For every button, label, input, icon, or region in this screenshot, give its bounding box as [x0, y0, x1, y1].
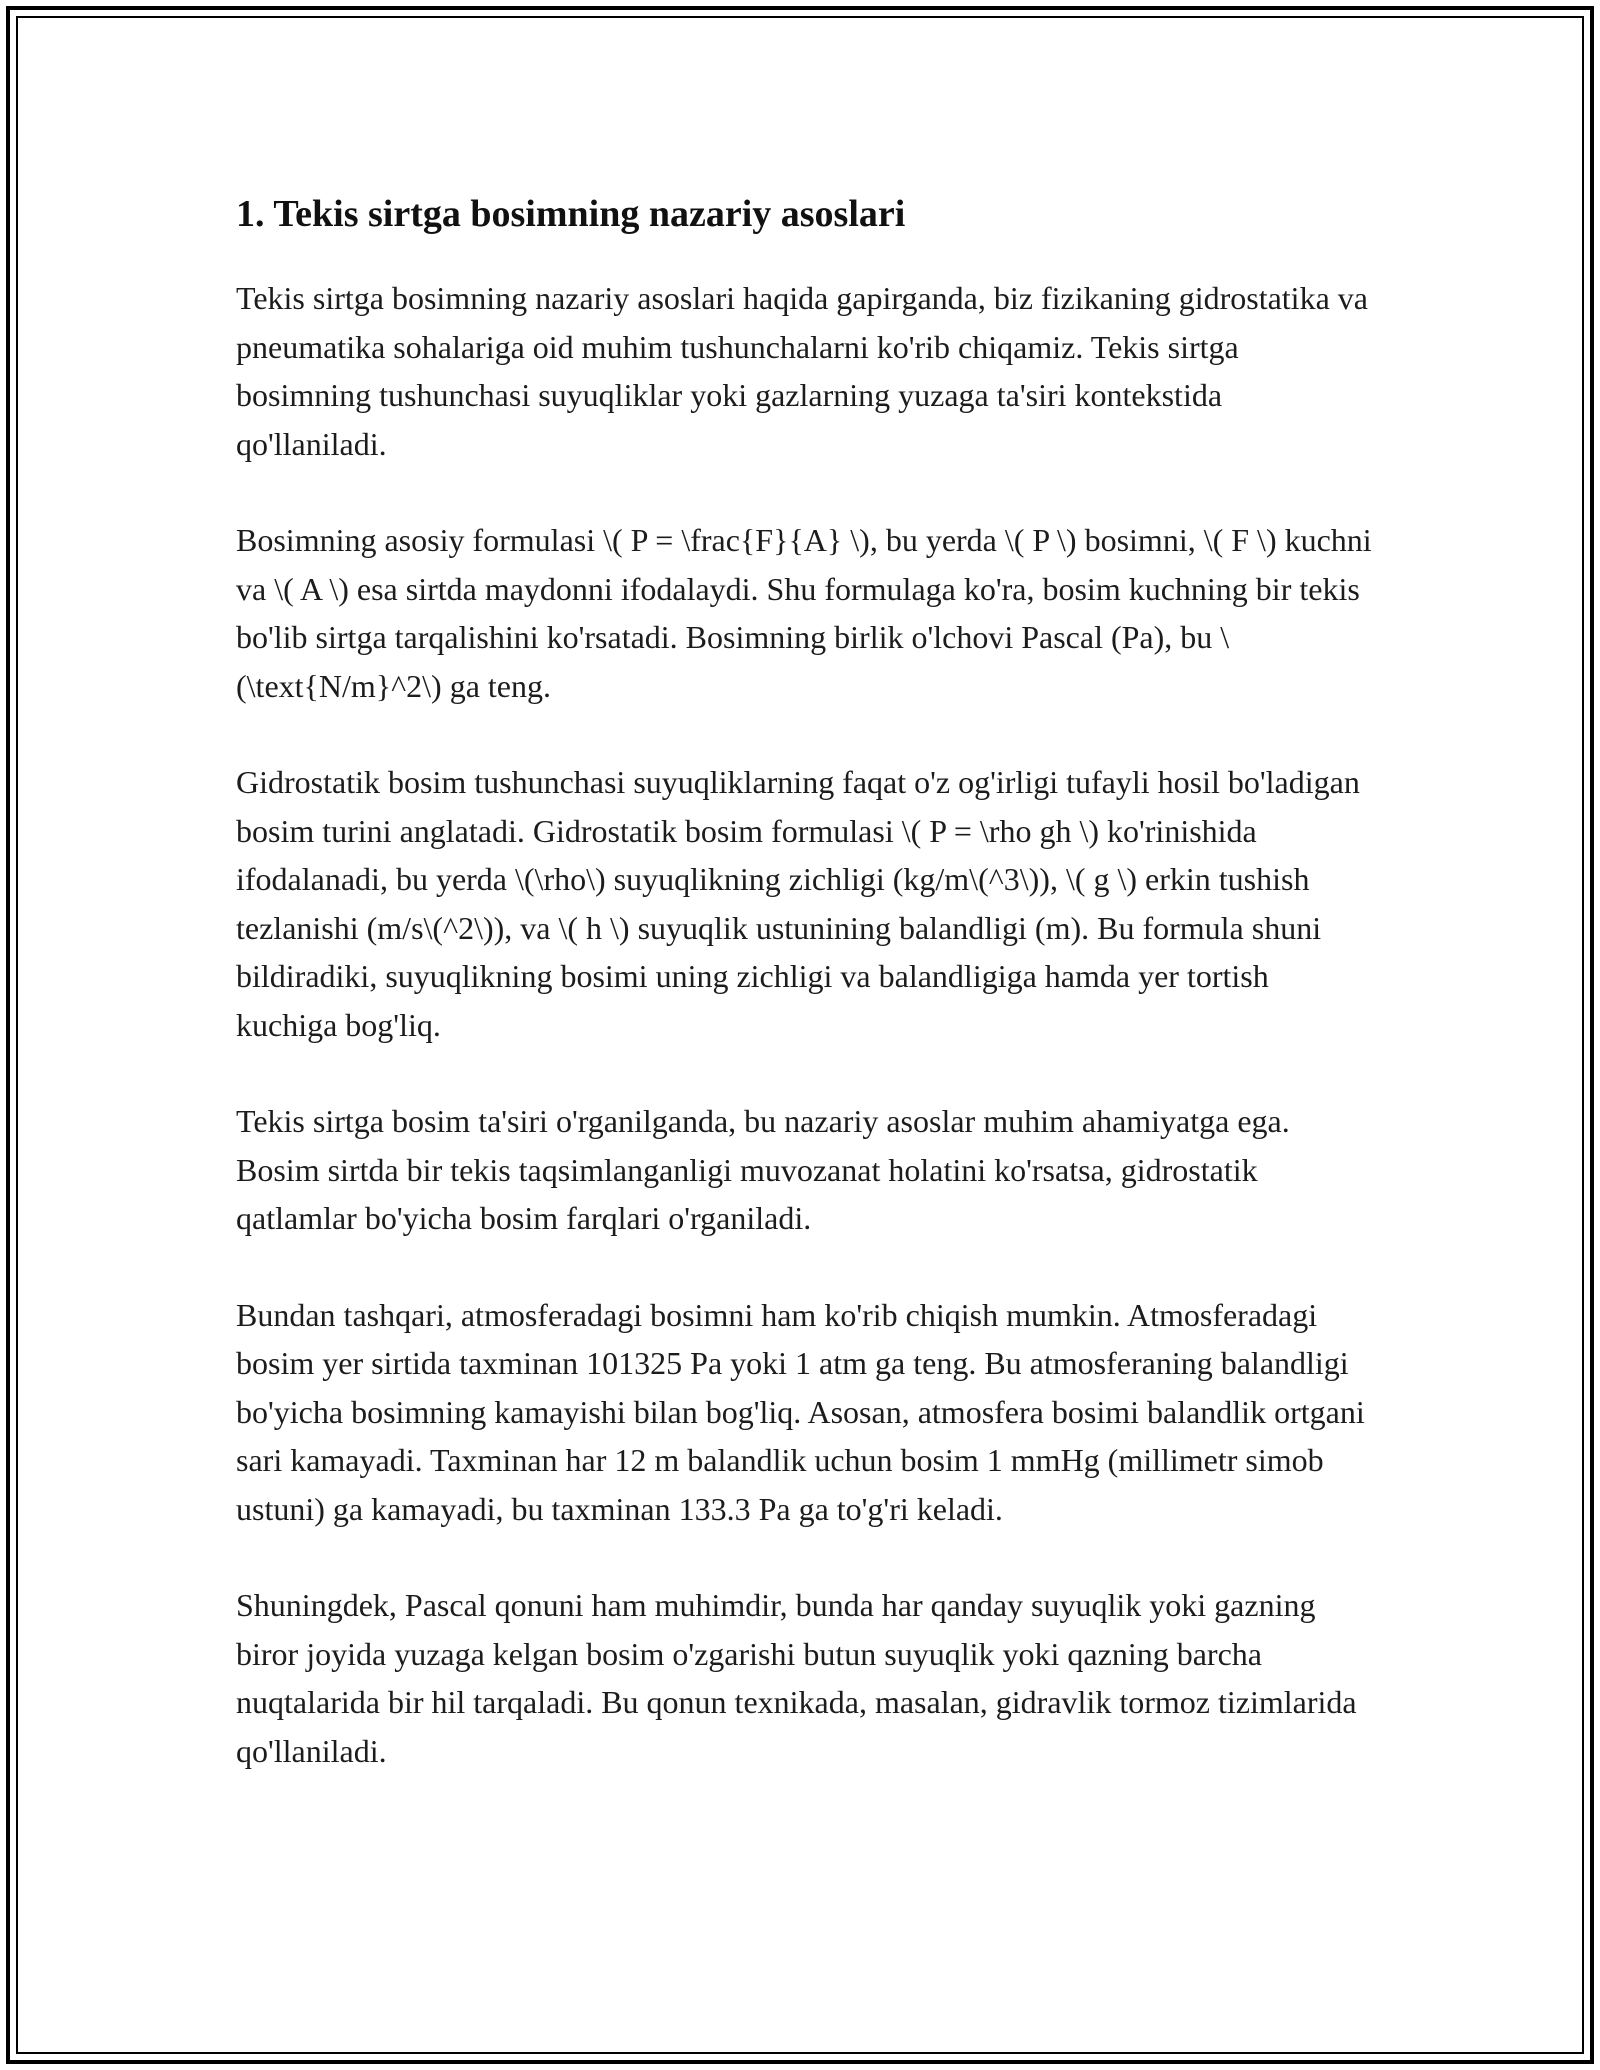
paragraph-flat-surface: Tekis sirtga bosim ta'siri o'rganilganda, bu nazariy asoslar muhim ahamiyatga ega. Bosim sirtda bir tekis taqsimlanganligi muvozanat holatini ko'rsatsa, gidrostatik qatlamlar bo'yicha bosim farqlari o'rganiladi.: [236, 1103, 1290, 1236]
paragraph-pascal-law: Shuningdek, Pascal qonuni ham muhimdir, bunda har qanday suyuqlik yoki gazning biror joyida yuzaga kelgan bosim o'zgarishi butun suyuqlik yoki qazning barcha nuqtalarida bir hil tarqaladi. Bu qonun texnikada, masalan, gidravlik tormoz tizimlarida qo'llaniladi.: [236, 1587, 1357, 1769]
section-heading: 1. Tekis sirtga bosimning nazariy asoslari: [236, 193, 906, 235]
paragraph-atmospheric-pressure: Bundan tashqari, atmosferadagi bosimni ham ko'rib chiqish mumkin. Atmosferadagi bosim yer sirtida taxminan 101325 Pa yoki 1 atm ga teng. Bu atmosferaning balandligi bo'yicha bosimning kamayishi bilan bog'liq. Asosan, atmosfera bosimi balandlik ortgani sari kamayadi. Taxminan har 12 m balandlik uchun bosim 1 mmHg (millimetr simob ustuni) ga kamayadi, bu taxminan 133.3 Pa ga to'g'ri keladi.: [236, 1296, 1365, 1527]
paragraph-intro: Tekis sirtga bosimning nazariy asoslari haqida gapirganda, biz fizikaning gidrostatika va pneumatika sohalariga oid muhim tushunchalarni ko'rib chiqamiz. Tekis sirtga bosimning tushunchasi suyuqliklar yoki gazlarning yuzaga ta'siri kontekstida qo'llaniladi.: [236, 280, 1368, 462]
document-body: [236, 188, 1374, 1823]
paragraph-pressure-formula: Bosimning asosiy formulasi \( P = \frac{F}{A} \), bu yerda \( P \) bosimni, \( F \) kuchni va \( A \) esa sirtda maydonni ifodalaydi. Shu formulaga ko'ra, bosim kuchning bir tekis bo'lib sirtga tarqalishini ko'rsatadi. Bosimning birlik o'lchovi Pascal (Pa), bu \(\text{N/m}^2\) ga teng.: [236, 522, 1372, 704]
paragraph-hydrostatic-pressure: Gidrostatik bosim tushunchasi suyuqliklarning faqat o'z og'irligi tufayli hosil bo'ladigan bosim turini anglatadi. Gidrostatik bosim formulasi \( P = \rho gh \) ko'rinishida ifodalanadi, bu yerda \(\rho\) suyuqlikning zichligi (kg/m\(^3\)), \( g \) erkin tushish tezlanishi (m/s\(^2\)), va \( h \) suyuqlik ustunining balandligi (m). Bu formula shuni bildiradiki, suyuqlikning bosimi uning zichligi va balandligiga hamda yer tortish kuchiga bog'liq.: [236, 764, 1360, 1043]
